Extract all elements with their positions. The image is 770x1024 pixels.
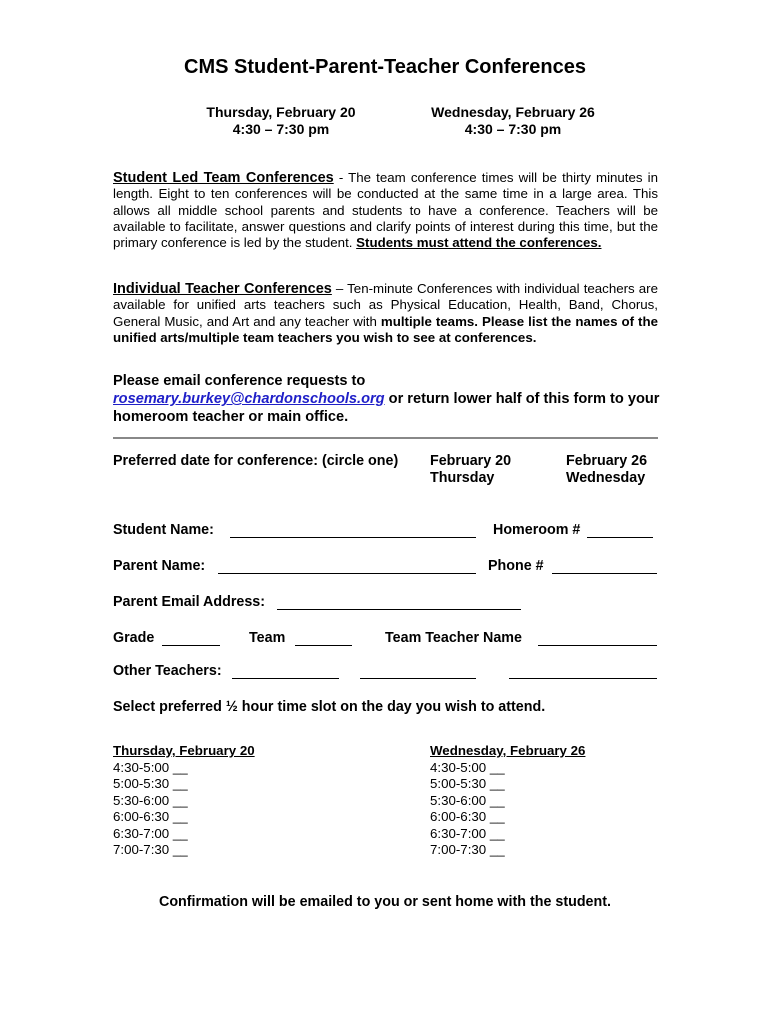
date-option-february-26[interactable] <box>566 453 647 487</box>
student-led-body: - The team conference times will be thirty minutes in length. Eight to ten conferences will be conducted at the same time in a large area. This allows all middle school parents and students to have a conference. Teachers will be available to facilitate, answer questions and clarify points of interest during this time, but the primary conference is led by the student. <box>113 170 659 251</box>
phone-label: Phone # <box>488 558 544 574</box>
date-wednesday-time: 4:30 – 7:30 pm <box>464 121 562 137</box>
other-teacher-field-2[interactable] <box>360 678 476 679</box>
parent-email-field[interactable] <box>277 609 521 610</box>
page-title: CMS Student-Parent-Teacher Conferences <box>184 56 586 78</box>
preferred-date-label: Preferred date for conference: (circle one) <box>113 453 399 469</box>
date-thursday-time: 4:30 – 7:30 pm <box>232 121 330 137</box>
individual-heading: Individual Teacher Conferences <box>113 281 332 297</box>
date-option-february-26-day: Wednesday <box>566 470 646 486</box>
parent-name-label: Parent Name: <box>113 558 206 574</box>
form-divider <box>113 437 658 439</box>
homeroom-label: Homeroom # <box>493 522 581 538</box>
grade-field[interactable] <box>162 645 220 646</box>
email-request-prefix: Please email conference requests to <box>113 373 366 389</box>
student-name-field[interactable] <box>230 537 476 538</box>
other-teacher-field-3[interactable] <box>509 678 657 679</box>
confirmation-note: Confirmation will be emailed to you or sent home with the student. <box>159 894 611 910</box>
team-field[interactable] <box>295 645 352 646</box>
date-option-february-20[interactable] <box>430 453 511 487</box>
time-slot[interactable]: 5:00-5:30 __ <box>113 776 188 791</box>
time-slot[interactable]: 7:00-7:30 __ <box>430 842 505 857</box>
team-label: Team <box>249 630 286 646</box>
phone-field[interactable] <box>552 573 657 574</box>
date-thursday <box>196 104 366 138</box>
time-slot[interactable]: 6:30-7:00 __ <box>113 825 188 841</box>
time-slot[interactable]: 6:00-6:30 __ <box>113 809 188 824</box>
date-wednesday-day: Wednesday, February 26 <box>431 104 595 120</box>
date-option-february-20-date: February 20 <box>430 453 512 469</box>
individual-emphasis: multiple teams. Please list the names of the unified arts/multiple team teachers you wish to see at conferences. <box>113 313 658 345</box>
other-teachers-label: Other Teachers: <box>113 663 222 679</box>
date-thursday-day: Thursday, February 20 <box>206 104 356 120</box>
email-link[interactable]: rosemary.burkey@chardonschools.org <box>113 391 385 407</box>
grade-label: Grade <box>113 630 155 646</box>
homeroom-field[interactable] <box>587 537 653 538</box>
wednesday-slots <box>430 743 585 859</box>
email-request <box>113 372 673 426</box>
thursday-slots <box>113 743 255 859</box>
date-wednesday <box>423 104 603 138</box>
time-slot[interactable]: 6:30-7:00 __ <box>430 825 505 841</box>
select-slot-instruction: Select preferred ½ hour time slot on the day you wish to attend. <box>113 699 546 715</box>
student-led-heading: Student Led Team Conferences <box>113 170 334 186</box>
team-teacher-field[interactable] <box>538 645 657 646</box>
student-name-label: Student Name: <box>113 522 214 538</box>
team-teacher-label: Team Teacher Name <box>385 630 522 646</box>
other-teacher-field-1[interactable] <box>232 678 339 679</box>
time-slot[interactable]: 5:30-6:00 __ <box>113 792 188 808</box>
time-slot[interactable]: 7:00-7:30 __ <box>113 842 188 857</box>
individual-paragraph <box>113 281 658 346</box>
student-led-paragraph <box>113 170 658 251</box>
time-slot[interactable]: 4:30-5:00 __ <box>113 759 188 775</box>
student-led-emphasis: Students must attend the conferences. <box>356 235 602 251</box>
thursday-slots-heading: Thursday, February 20 <box>113 743 255 758</box>
time-slot[interactable]: 6:00-6:30 __ <box>430 809 505 824</box>
time-slot[interactable]: 5:30-6:00 __ <box>430 792 505 808</box>
individual-body: – Ten-minute Conferences with individual teachers are available for unified arts teachers such as Physical Education, Health, Band, Chorus, General Music, and Art and any teacher with <box>113 281 658 329</box>
wednesday-slots-heading: Wednesday, February 26 <box>430 743 586 758</box>
parent-email-label: Parent Email Address: <box>113 594 266 610</box>
time-slot[interactable]: 4:30-5:00 __ <box>430 759 505 775</box>
date-option-february-26-date: February 26 <box>566 453 648 469</box>
parent-name-field[interactable] <box>218 573 476 574</box>
email-request-suffix: or return lower half of this form to your homeroom teacher or main office. <box>113 391 660 425</box>
date-option-february-20-day: Thursday <box>430 470 495 486</box>
time-slot[interactable]: 5:00-5:30 __ <box>430 776 505 791</box>
